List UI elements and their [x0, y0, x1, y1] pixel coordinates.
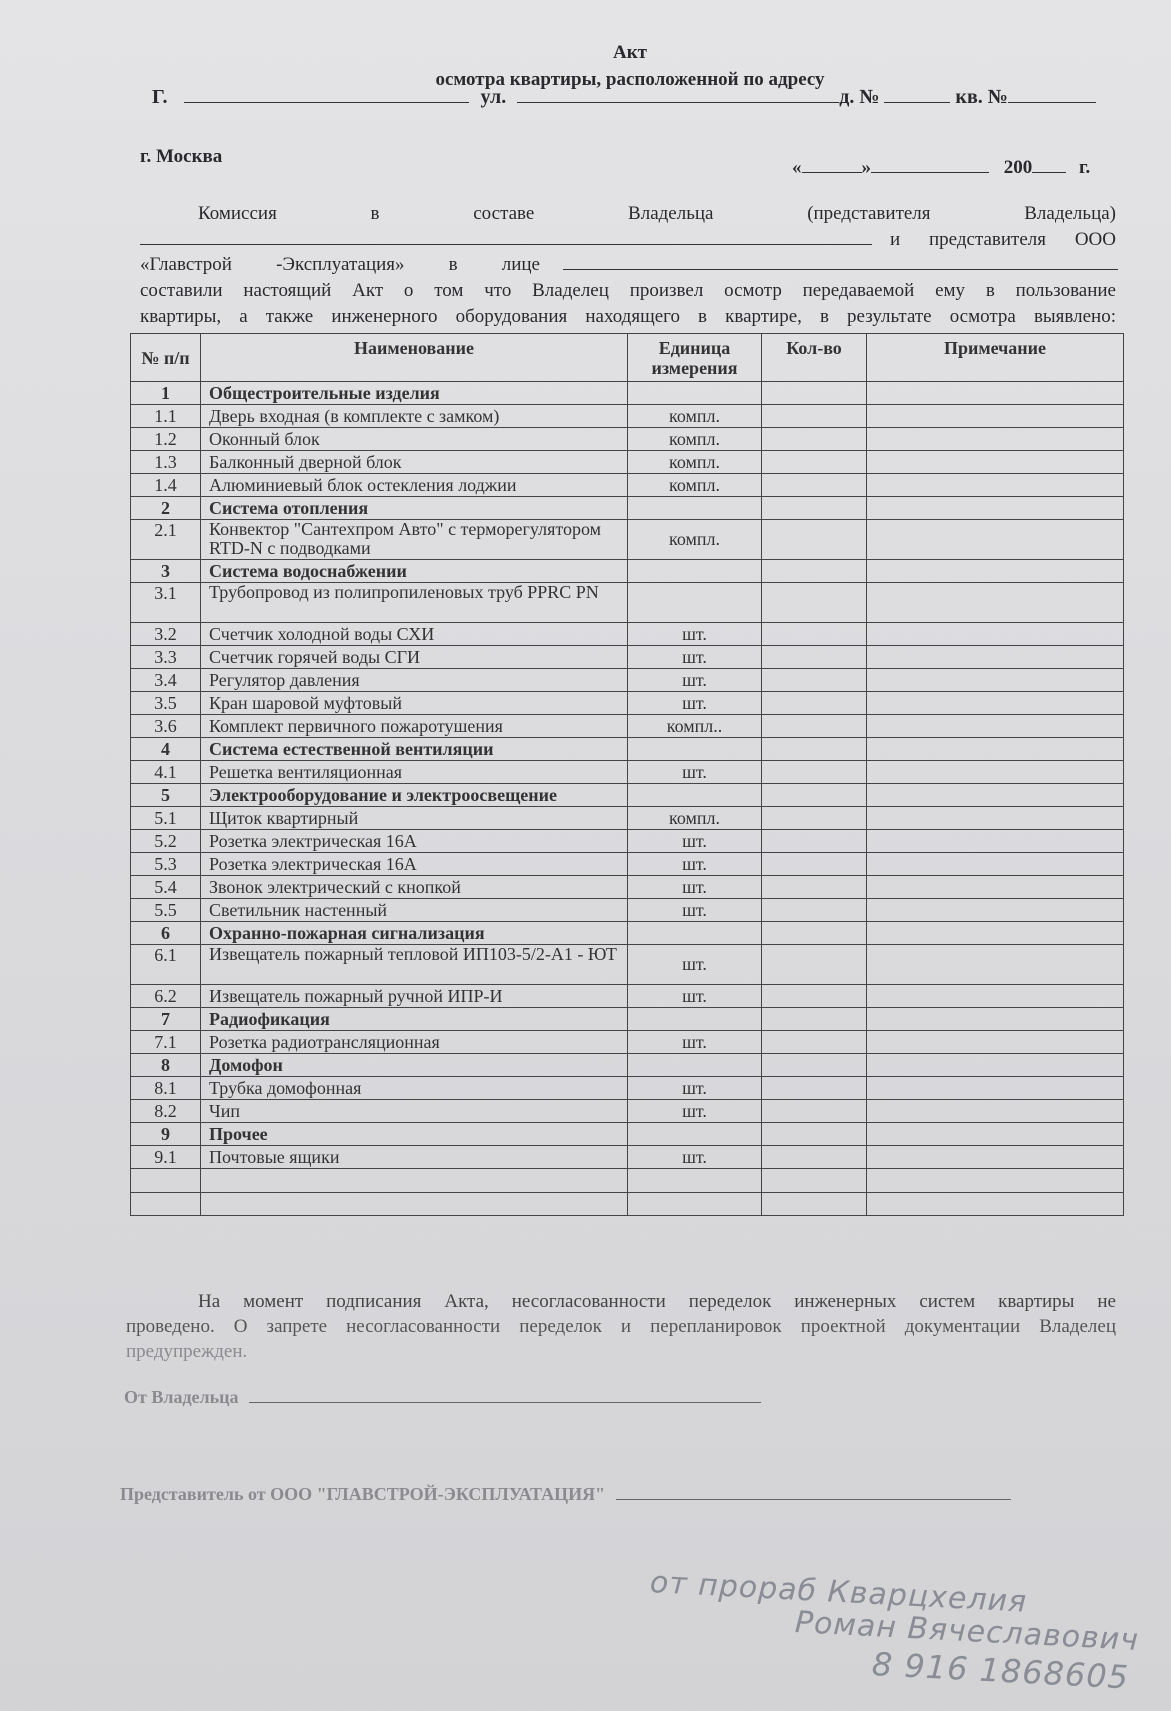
- row-qty[interactable]: [762, 451, 867, 474]
- table-section-row: [131, 382, 1124, 405]
- row-number: 5.4: [131, 876, 201, 899]
- row-qty[interactable]: [762, 1123, 867, 1146]
- table-row: [131, 623, 1124, 646]
- row-note[interactable]: [867, 738, 1124, 761]
- row-note[interactable]: [867, 646, 1124, 669]
- row-note[interactable]: [867, 922, 1124, 945]
- table-row: [131, 1031, 1124, 1054]
- row-name: Электрооборудование и электроосвещение: [201, 784, 628, 807]
- city-name: г. Москва: [140, 146, 223, 167]
- table-row: [131, 1077, 1124, 1100]
- closing-line-2: проведено. О запрете несогласованности переделок и перепланировок проектной документации Владелец: [126, 1316, 1116, 1337]
- city-prefix: Г.: [152, 86, 168, 108]
- intro-word: -Эксплуатация»: [276, 254, 405, 275]
- row-number: 7.1: [131, 1031, 201, 1054]
- row-unit: шт.: [628, 669, 762, 692]
- rep-name-field[interactable]: [563, 253, 1118, 270]
- row-number: [131, 1192, 201, 1216]
- intro-line-1: [198, 201, 1116, 226]
- table-section-row: [131, 1123, 1124, 1146]
- row-unit: [628, 1169, 762, 1193]
- row-unit: шт.: [628, 1077, 762, 1100]
- table-row: [131, 1100, 1124, 1123]
- row-number: 6: [131, 922, 201, 945]
- table-row: [131, 985, 1124, 1008]
- row-number: 5.1: [131, 807, 201, 830]
- row-name: Чип: [201, 1100, 628, 1123]
- row-unit: [628, 1008, 762, 1031]
- row-name: Щиток квартирный: [201, 807, 628, 830]
- intro-line-2-tail: и представителя ООО: [890, 229, 1116, 250]
- row-note[interactable]: [867, 428, 1124, 451]
- quote-open: «: [792, 157, 802, 178]
- row-unit: шт.: [628, 1146, 762, 1169]
- apt-field[interactable]: [1008, 86, 1096, 103]
- table-section-row: [131, 560, 1124, 583]
- row-qty[interactable]: [762, 405, 867, 428]
- month-field[interactable]: [871, 156, 989, 173]
- row-name: Светильник настенный: [201, 899, 628, 922]
- row-number: 6.2: [131, 985, 201, 1008]
- row-unit: компл.: [628, 474, 762, 497]
- intro-word: в: [370, 203, 380, 224]
- row-note[interactable]: [867, 520, 1124, 560]
- row-qty[interactable]: [762, 1146, 867, 1169]
- row-number: 1: [131, 382, 201, 405]
- row-name: Розетка электрическая 16А: [201, 853, 628, 876]
- row-qty[interactable]: [762, 1054, 867, 1077]
- row-unit: компл.: [628, 451, 762, 474]
- row-note[interactable]: [867, 876, 1124, 899]
- row-note[interactable]: [867, 715, 1124, 738]
- row-qty[interactable]: [762, 669, 867, 692]
- table-row: [131, 715, 1124, 738]
- city-field[interactable]: [184, 86, 469, 103]
- intro-word: Комиссия: [198, 203, 277, 224]
- row-name: Кран шаровой муфтовый: [201, 692, 628, 715]
- row-number: 3.3: [131, 646, 201, 669]
- row-note[interactable]: [867, 1192, 1124, 1216]
- row-qty[interactable]: [762, 382, 867, 405]
- row-qty[interactable]: [762, 985, 867, 1008]
- row-number: 7: [131, 1008, 201, 1031]
- table-row: [131, 669, 1124, 692]
- row-unit: шт.: [628, 985, 762, 1008]
- row-number: 4.1: [131, 761, 201, 784]
- owner-signature-field[interactable]: [249, 1386, 761, 1403]
- table-row: [131, 899, 1124, 922]
- row-qty[interactable]: [762, 830, 867, 853]
- row-qty[interactable]: [762, 945, 867, 985]
- row-note[interactable]: [867, 474, 1124, 497]
- table-row: [131, 761, 1124, 784]
- row-note[interactable]: [867, 669, 1124, 692]
- row-unit: компл.: [628, 405, 762, 428]
- row-number: 9.1: [131, 1146, 201, 1169]
- row-number: 3.4: [131, 669, 201, 692]
- row-unit: [628, 1054, 762, 1077]
- row-name: Система отопления: [201, 497, 628, 520]
- house-field[interactable]: [884, 86, 950, 103]
- row-name: Домофон: [201, 1054, 628, 1077]
- row-unit: [628, 497, 762, 520]
- col-name-header: Наименование: [201, 334, 628, 382]
- table-row: [131, 405, 1124, 428]
- row-name: Балконный дверной блок: [201, 451, 628, 474]
- row-note[interactable]: [867, 560, 1124, 583]
- row-name: Общестроительные изделия: [201, 382, 628, 405]
- table-row: [131, 451, 1124, 474]
- row-qty[interactable]: [762, 715, 867, 738]
- row-qty[interactable]: [762, 497, 867, 520]
- handwritten-note-line-1: от прораб Кварцхелия: [649, 1565, 1029, 1620]
- row-note[interactable]: [867, 1100, 1124, 1123]
- handwritten-note-line-3: 8 916 1868605: [871, 1645, 1130, 1697]
- table-section-row: [131, 922, 1124, 945]
- row-number: 3.6: [131, 715, 201, 738]
- row-unit: шт.: [628, 692, 762, 715]
- col-num-header: № п/п: [131, 334, 201, 382]
- row-number: 8.2: [131, 1100, 201, 1123]
- row-name: Система естественной вентиляции: [201, 738, 628, 761]
- row-unit: [628, 738, 762, 761]
- house-label: д. №: [839, 86, 880, 108]
- owner-name-field[interactable]: [140, 228, 872, 245]
- row-name: Извещатель пожарный тепловой ИП103-5/2-А1 - ЮТ: [201, 945, 628, 985]
- row-unit: шт.: [628, 623, 762, 646]
- row-note[interactable]: [867, 1077, 1124, 1100]
- row-number: 1.1: [131, 405, 201, 428]
- row-note[interactable]: [867, 1123, 1124, 1146]
- table-row: [131, 853, 1124, 876]
- row-qty[interactable]: [762, 1169, 867, 1193]
- row-unit: [628, 922, 762, 945]
- row-unit: шт.: [628, 646, 762, 669]
- row-note[interactable]: [867, 405, 1124, 428]
- row-number: 1.3: [131, 451, 201, 474]
- doc-subtitle: осмотра квартиры, расположенной по адресу: [435, 69, 825, 90]
- row-number: 3.2: [131, 623, 201, 646]
- row-name: Охранно-пожарная сигнализация: [201, 922, 628, 945]
- row-note[interactable]: [867, 945, 1124, 985]
- table-row: [131, 692, 1124, 715]
- apt-label: кв. №: [955, 86, 1008, 108]
- col-note-header: Примечание: [867, 334, 1124, 382]
- row-qty[interactable]: [762, 1008, 867, 1031]
- row-note[interactable]: [867, 1031, 1124, 1054]
- row-qty[interactable]: [762, 692, 867, 715]
- row-unit: шт.: [628, 761, 762, 784]
- row-note[interactable]: [867, 899, 1124, 922]
- row-unit: компл..: [628, 715, 762, 738]
- row-name: Оконный блок: [201, 428, 628, 451]
- intro-word: составе: [473, 203, 535, 224]
- row-number: [131, 1169, 201, 1193]
- row-note[interactable]: [867, 985, 1124, 1008]
- table-section-row: [131, 497, 1124, 520]
- rep-signature-field[interactable]: [616, 1483, 1011, 1500]
- street-label: ул.: [480, 86, 507, 108]
- intro-word: лице: [501, 254, 540, 275]
- row-note[interactable]: [867, 853, 1124, 876]
- row-name: Система водоснабжении: [201, 560, 628, 583]
- row-note[interactable]: [867, 830, 1124, 853]
- year-suffix: г.: [1079, 157, 1091, 178]
- row-unit: шт.: [628, 876, 762, 899]
- day-field[interactable]: [802, 156, 862, 173]
- row-qty[interactable]: [762, 922, 867, 945]
- table-row: [131, 583, 1124, 623]
- row-number: 3.1: [131, 583, 201, 623]
- intro-line-5: квартиры, а также инженерного оборудования находящего в квартире, в результате осмотра выявлено:: [140, 306, 1116, 327]
- table-row: [131, 876, 1124, 899]
- row-qty[interactable]: [762, 899, 867, 922]
- row-note[interactable]: [867, 692, 1124, 715]
- row-name: [201, 1169, 628, 1193]
- row-name: Счетчик горячей воды СГИ: [201, 646, 628, 669]
- row-note[interactable]: [867, 1169, 1124, 1193]
- col-qty-header: Кол-во: [762, 334, 867, 382]
- row-name: Дверь входная (в комплекте с замком): [201, 405, 628, 428]
- row-qty[interactable]: [762, 583, 867, 623]
- row-unit: шт.: [628, 899, 762, 922]
- row-note[interactable]: [867, 807, 1124, 830]
- row-qty[interactable]: [762, 560, 867, 583]
- row-name: Решетка вентиляционная: [201, 761, 628, 784]
- row-qty[interactable]: [762, 738, 867, 761]
- row-note[interactable]: [867, 497, 1124, 520]
- closing-line-3: предупрежден.: [126, 1341, 248, 1362]
- row-qty[interactable]: [762, 428, 867, 451]
- row-name: Извещатель пожарный ручной ИПР-И: [201, 985, 628, 1008]
- table-header: [131, 334, 1124, 382]
- row-note[interactable]: [867, 1054, 1124, 1077]
- handwritten-note-line-2: Роман Вячеславович: [794, 1605, 1140, 1659]
- row-number: 1.4: [131, 474, 201, 497]
- items-table: [130, 333, 1124, 1216]
- row-name: Розетка электрическая 16А: [201, 830, 628, 853]
- row-unit: шт.: [628, 1100, 762, 1123]
- table-row: [131, 1146, 1124, 1169]
- year-field[interactable]: [1032, 156, 1066, 173]
- row-note[interactable]: [867, 784, 1124, 807]
- table-section-row: [131, 1008, 1124, 1031]
- intro-line-4: составили настоящий Акт о том что Владелец произвел осмотр передаваемой ему в пользование: [140, 280, 1116, 301]
- row-name: Почтовые ящики: [201, 1146, 628, 1169]
- doc-title: Акт: [612, 42, 647, 63]
- row-name: Комплект первичного пожаротушения: [201, 715, 628, 738]
- row-unit: компл.: [628, 428, 762, 451]
- row-note[interactable]: [867, 583, 1124, 623]
- intro-word: Владельца: [628, 203, 714, 224]
- quote-close: »: [861, 157, 871, 178]
- row-qty[interactable]: [762, 520, 867, 560]
- table-section-row: [131, 784, 1124, 807]
- date-line: [792, 156, 1090, 179]
- row-number: 1.2: [131, 428, 201, 451]
- row-note[interactable]: [867, 623, 1124, 646]
- row-unit: [628, 1123, 762, 1146]
- intro-word: «Главстрой: [140, 254, 232, 275]
- row-name: Трубка домофонная: [201, 1077, 628, 1100]
- row-unit: [628, 560, 762, 583]
- row-qty[interactable]: [762, 853, 867, 876]
- row-number: 5.3: [131, 853, 201, 876]
- row-name: Регулятор давления: [201, 669, 628, 692]
- row-name: Алюминиевый блок остекления лоджии: [201, 474, 628, 497]
- row-number: 8.1: [131, 1077, 201, 1100]
- row-qty[interactable]: [762, 1100, 867, 1123]
- row-number: 8: [131, 1054, 201, 1077]
- row-number: 5.5: [131, 899, 201, 922]
- table-row: [131, 945, 1124, 985]
- row-name: Конвектор "Сантехпром Авто" с терморегулятором RTD-N с подводками: [201, 520, 628, 560]
- table-section-row: [131, 1054, 1124, 1077]
- intro-word: Владельца): [1024, 203, 1116, 224]
- row-number: 6.1: [131, 945, 201, 985]
- row-unit: компл.: [628, 807, 762, 830]
- row-qty[interactable]: [762, 1077, 867, 1100]
- row-name: Счетчик холодной воды СХИ: [201, 623, 628, 646]
- col-unit-header: Единица измерения: [628, 334, 762, 382]
- row-qty[interactable]: [762, 784, 867, 807]
- row-note[interactable]: [867, 1146, 1124, 1169]
- table-row: [131, 520, 1124, 560]
- row-unit: шт.: [628, 945, 762, 985]
- table-row: [131, 1192, 1124, 1216]
- row-qty[interactable]: [762, 876, 867, 899]
- row-number: 3: [131, 560, 201, 583]
- row-qty[interactable]: [762, 1031, 867, 1054]
- row-unit: [628, 784, 762, 807]
- row-unit: [628, 583, 762, 623]
- row-number: 2.1: [131, 520, 201, 560]
- owner-label: От Владельца: [124, 1387, 239, 1407]
- row-unit: шт.: [628, 830, 762, 853]
- intro-line-3: [140, 252, 1116, 277]
- rep-signature-line: [120, 1483, 1011, 1505]
- row-unit: шт.: [628, 853, 762, 876]
- row-number: 4: [131, 738, 201, 761]
- table-row: [131, 646, 1124, 669]
- row-qty[interactable]: [762, 761, 867, 784]
- row-name: Розетка радиотрансляционная: [201, 1031, 628, 1054]
- closing-line-1: На момент подписания Акта, несогласованности переделок инженерных систем квартиры не: [198, 1291, 1116, 1312]
- row-note[interactable]: [867, 1008, 1124, 1031]
- row-unit: шт.: [628, 1031, 762, 1054]
- row-note[interactable]: [867, 451, 1124, 474]
- row-number: 5: [131, 784, 201, 807]
- row-unit: [628, 382, 762, 405]
- row-qty[interactable]: [762, 646, 867, 669]
- row-number: 5.2: [131, 830, 201, 853]
- row-qty[interactable]: [762, 623, 867, 646]
- row-qty[interactable]: [762, 474, 867, 497]
- intro-line-2: [140, 227, 872, 252]
- row-number: 3.5: [131, 692, 201, 715]
- row-name: Звонок электрический с кнопкой: [201, 876, 628, 899]
- year-prefix: 200: [1003, 157, 1033, 178]
- row-name: Радиофикация: [201, 1008, 628, 1031]
- row-note[interactable]: [867, 761, 1124, 784]
- row-name: Трубопровод из полипропиленовых труб PPRC PN: [201, 583, 628, 623]
- table-row: [131, 830, 1124, 853]
- table-row: [131, 807, 1124, 830]
- row-unit: компл.: [628, 520, 762, 560]
- row-name: [201, 1192, 628, 1216]
- rep-label: Представитель от ООО "ГЛАВСТРОЙ-ЭКСПЛУАТАЦИЯ": [120, 1484, 606, 1504]
- row-qty[interactable]: [762, 807, 867, 830]
- street-field[interactable]: [517, 86, 839, 103]
- row-number: 9: [131, 1123, 201, 1146]
- row-unit: [628, 1192, 762, 1216]
- table-row: [131, 474, 1124, 497]
- table-row: [131, 428, 1124, 451]
- row-qty[interactable]: [762, 1192, 867, 1216]
- row-note[interactable]: [867, 382, 1124, 405]
- owner-signature-line: [124, 1386, 761, 1408]
- row-number: 2: [131, 497, 201, 520]
- table-section-row: [131, 738, 1124, 761]
- table-row: [131, 1169, 1124, 1193]
- address-line: [152, 86, 1096, 109]
- intro-word: (представителя: [807, 203, 931, 224]
- intro-word: в: [448, 254, 458, 275]
- row-name: Прочее: [201, 1123, 628, 1146]
